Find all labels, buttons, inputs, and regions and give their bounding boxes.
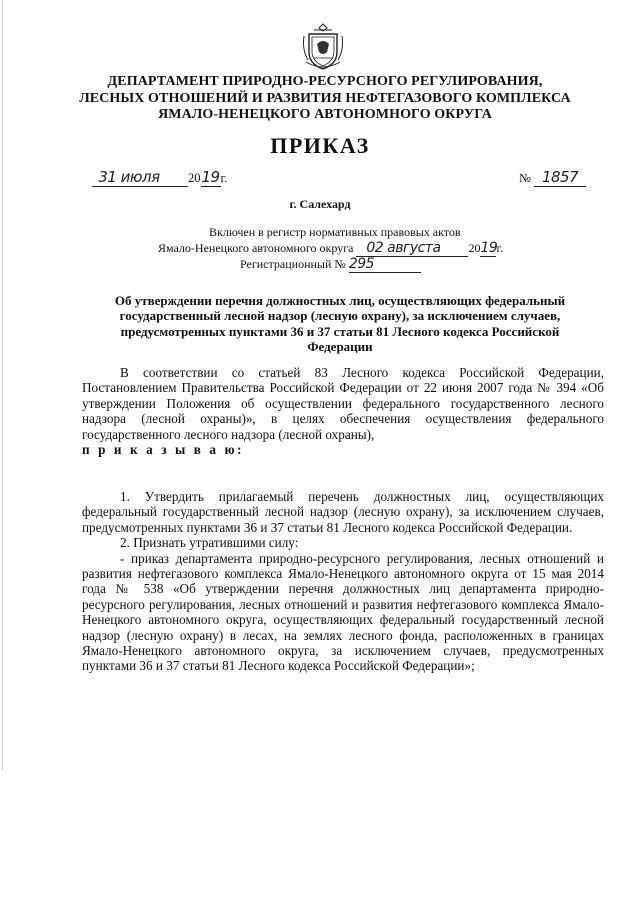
heading-line-4: Федерации (307, 339, 373, 355)
order-number-handwritten: 1857 (534, 168, 586, 187)
coat-of-arms-icon (300, 22, 346, 72)
department-line-2: ЛЕСНЫХ ОТНОШЕНИЙ И РАЗВИТИЯ НЕФТЕГАЗОВОГО КОМПЛЕКСА (79, 90, 571, 106)
order-items (82, 489, 604, 674)
registry-line-2-prefix: Ямало-Ненецкого автономного округа (158, 241, 354, 255)
registry-line-3 (240, 256, 421, 273)
registry-number-label: Регистрационный № (240, 257, 346, 271)
order-year-prefix: 20 (188, 171, 201, 185)
order-number-label: № (519, 171, 531, 185)
registry-line-1: Включен в регистр нормативных правовых актов (209, 225, 461, 239)
department-line-3: ЯМАЛО-НЕНЕЦКОГО АВТОНОМНОГО ОКРУГА (158, 107, 492, 122)
registry-year-handwritten: 19 (480, 240, 498, 256)
order-word: п р и к а з ы в а ю: (82, 442, 245, 458)
preamble-paragraph: В соответствии со статьей 83 Лесного кодекса Российской Федерации, Постановлением Правительства Российской Федерации от 22 июня 2007 года № 394 «Об утверждении Положения об осуществлении федерального государственного лесного надзора (лесной охраны)», в целях обеспечения осуществления федерального государственного лесного надзора (лесной охраны), (82, 365, 604, 442)
heading-line-3: предусмотренных пунктами 36 и 37 статьи 81 Лесного кодекса Российской (120, 323, 560, 339)
scan-edge-line (2, 0, 3, 770)
registry-year-prefix: 20 (468, 241, 481, 255)
order-date (92, 168, 227, 192)
order-year-suffix: г. (220, 171, 228, 185)
department-line-1: ДЕПАРТАМЕНТ ПРИРОДНО-РЕСУРСНОГО РЕГУЛИРОВАНИЯ, (107, 74, 543, 89)
order-date-handwritten: 31 июля (92, 168, 166, 187)
preamble-block (82, 365, 604, 457)
department-name (40, 74, 610, 124)
registry-date-handwritten: 02 августа (356, 240, 450, 257)
order-year-handwritten: 19 (201, 168, 220, 186)
item-2: 2. Признать утратившими силу: (120, 535, 299, 551)
heading-line-2: государственный лесной надзор (лесную охрану), за исключением случаев, (119, 308, 561, 324)
item-1: 1. Утвердить прилагаемый перечень должностных лиц, осуществляющих федеральный государственный лесной надзор (лесную охрану), за исключением случаев, предусмотренных пунктами 36 и 37 статьи 81 Лесного кодекса Российской Федерации. (82, 489, 604, 535)
city: г. Салехард (289, 197, 351, 211)
registry-number-handwritten: 295 (349, 256, 421, 273)
registry-line-2 (158, 240, 503, 257)
heading-line-1: Об утверждении перечня должностных лиц, осуществляющих федеральный (114, 293, 566, 308)
order-heading (80, 293, 600, 355)
order-number (519, 168, 586, 192)
registry-year-suffix: г. (496, 241, 504, 255)
item-2-subitem: - приказ департамента природно-ресурсного регулирования, лесных отношений и развития нефтегазового комплекса Ямало-Ненецкого автономного округа от 15 мая 2014 года № 538 «Об утверждении перечня должностных лиц департамента природно-ресурсного регулирования, лесных отношений и развития нефтегазового комплекса Ямало-Ненецкого автономного округа, осуществляющих федеральный государственный лесной надзор (лесную охрану) в лесах, на землях лесного фонда, расположенных в границах Ямало-Ненецкого автономного округа, за исключением случаев, предусмотренных пунктами 36 и 37 статьи 81 Лесного кодекса Российской Федерации»; (82, 550, 604, 674)
document-type-title: ПРИКАЗ (270, 133, 370, 158)
